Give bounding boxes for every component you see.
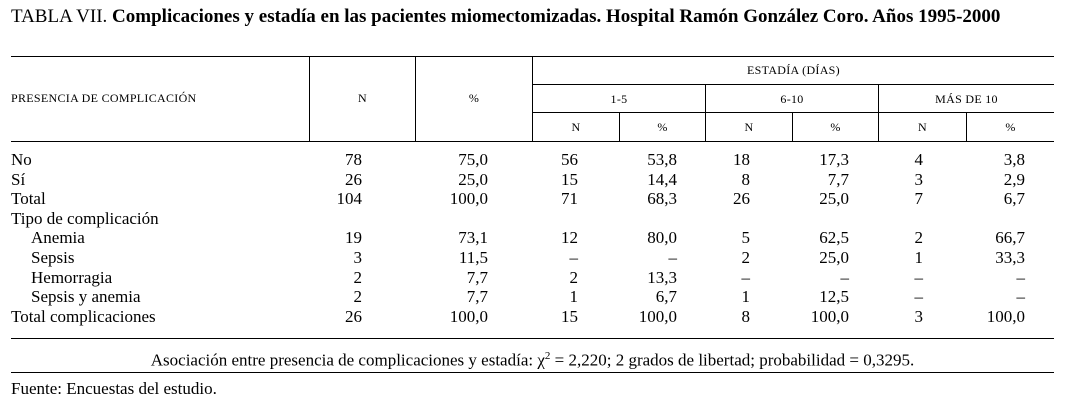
table-cell: 8 [741,306,750,326]
table-cell: 33,3 [995,248,1025,267]
table-cell: 19 [345,228,362,248]
table-cell: 25,0 [458,169,488,189]
table-cell: 7 [914,189,923,209]
table-cell: – [840,267,849,287]
table-cell: 71 [561,189,578,209]
table-cell: 25,0 [819,189,849,209]
header-pct: % [468,91,480,105]
table-cell: 3,8 [1003,150,1025,169]
table-cell: 75,0 [458,150,488,169]
row-label: Tipo de complicación [11,208,159,228]
row-label: Total complicaciones [11,306,156,326]
table-cell: 7,7 [827,169,849,189]
header-sub-n: N [571,120,581,134]
row-label: Sepsis [31,248,75,267]
table-cell: – [1016,287,1025,307]
table-cell: 26 [345,306,362,326]
source-note: Fuente: Encuestas del estudio. [11,379,217,398]
table-cell: 26 [733,189,750,209]
table-cell: 12,5 [819,287,849,307]
header-range: 6-10 [780,92,804,106]
chi-square-footnote: Asociación entre presencia de complicaciones y estadía: $\chi^2 = 2,220$; 2 grados de libertad; probabilidad = 0,3295. [150,350,915,370]
table-cell: 2 [569,267,578,287]
header-sub-pct: % [1005,120,1016,134]
table-cell: 100,0 [986,306,1025,326]
table-cell: 6,7 [655,287,677,307]
table-cell: 2 [353,267,362,287]
table-cell: 62,5 [819,228,849,248]
table-cell: 68,3 [647,189,677,209]
table-cell: 53,8 [647,150,677,169]
table-cell: 26 [345,169,362,189]
header-sub-n: N [918,120,927,134]
table-cell: – [914,267,923,287]
table-cell: 1 [569,287,578,307]
table-cell: 104 [336,189,362,209]
table-cell: 2 [914,228,923,248]
table-cell: 100,0 [449,306,488,326]
table-cell: 6,7 [1003,189,1025,209]
rule-header-bottom [11,141,1054,142]
table-cell: 13,3 [647,267,677,287]
table-cell: 3 [914,169,923,189]
header-range: MÁS DE 10 [935,92,998,106]
table-cell: – [914,287,923,307]
row-label: Total [11,189,46,209]
table-cell: 56 [561,150,578,169]
header-sub-n: N [744,120,754,134]
table-cell: 5 [741,228,750,248]
table-cell: 15 [561,169,578,189]
table-cell: 11,5 [458,248,488,267]
table-cell: 1 [741,287,750,307]
table-cell: – [1016,267,1025,287]
table-title: TABLA VII. Complicaciones y estadía en las pacientes miomectomizadas. Hospital Ramón González Coro. Años 1995-2000 [11,6,1001,27]
rule-footnote-bottom [11,372,1054,373]
table-cell: 1 [914,248,923,267]
table-cell: 73,1 [458,228,488,248]
table-cell: 7,7 [466,267,488,287]
table-cell: 25,0 [819,248,849,267]
header-row-label: PRESENCIA DE COMPLICACIÓN [11,91,197,105]
rule-header-group [532,84,1054,85]
table-cell: – [569,248,578,267]
table-cell: 8 [741,169,750,189]
header-n: N [358,91,367,105]
table-cell: 17,3 [819,150,849,169]
table-cell: 100,0 [449,189,488,209]
row-label: No [11,150,32,169]
table-cell: 2 [353,287,362,307]
table-cell: – [668,248,677,267]
table-cell: 18 [733,150,750,169]
header-sub-pct: % [657,120,668,134]
table-cell: 4 [914,150,923,169]
table-cell: 3 [353,248,362,267]
table-cell: 12 [561,228,578,248]
row-label: Hemorragia [31,267,113,287]
header-sub-pct: % [830,120,841,134]
row-label: Sí [11,169,26,189]
table-cell: 78 [345,150,362,169]
header-stay-group: ESTADÍA (DÍAS) [747,63,840,77]
table-cell: 2 [741,248,750,267]
rule-body-bottom [11,338,1054,339]
table-cell: 66,7 [995,228,1025,248]
table-cell: 2,9 [1003,169,1025,189]
table-title-text: Complicaciones y estadía en las pacientes miomectomizadas. Hospital Ramón González Coro. Años 1995-2000 [112,6,1001,27]
row-label: Sepsis y anemia [31,287,141,307]
table-cell: – [741,267,750,287]
table-cell: 7,7 [466,287,488,307]
table-cell: 3 [914,306,923,326]
table-cell: 15 [561,306,578,326]
row-label: Anemia [31,228,85,248]
rule-header-range [532,112,1054,113]
table-cell: 100,0 [638,306,677,326]
table-cell: 14,4 [647,169,677,189]
table-cell: 80,0 [647,228,677,248]
table-cell: 100,0 [810,306,849,326]
header-range: 1-5 [610,92,628,106]
